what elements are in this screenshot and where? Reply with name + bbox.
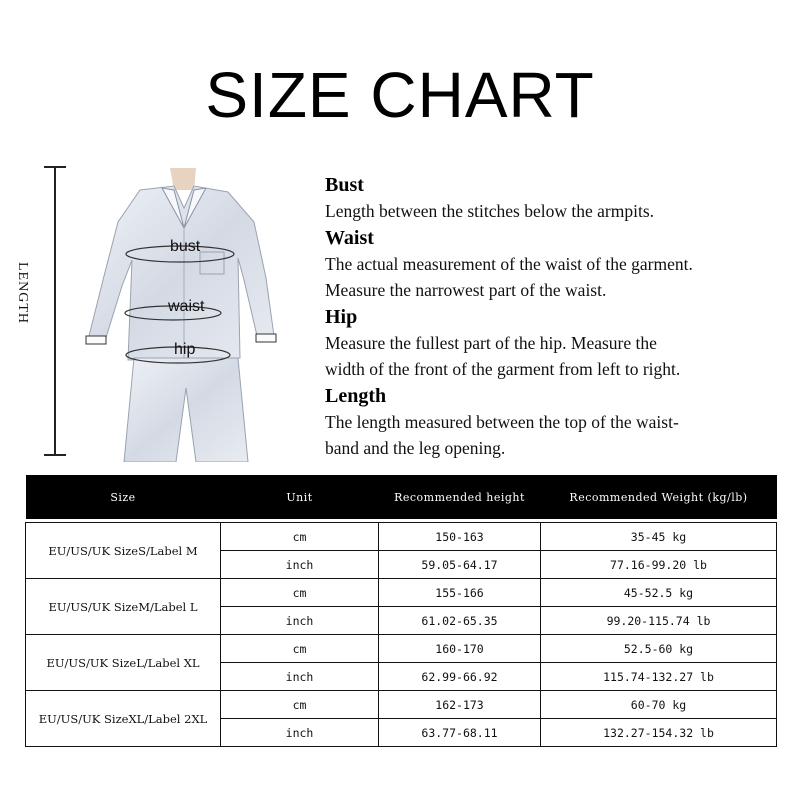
definition-waist — [325, 225, 785, 304]
length-ruler — [54, 167, 56, 455]
unit-cell: inch — [221, 551, 379, 579]
table-header-row — [26, 475, 777, 519]
weight-cell: 77.16-99.20 lb — [541, 551, 777, 579]
measurement-definitions — [325, 172, 785, 462]
header-height: Recommended height — [379, 475, 541, 519]
unit-cell: cm — [221, 691, 379, 719]
hip-label: hip — [174, 341, 196, 358]
height-cell: 150-163 — [379, 523, 541, 551]
waist-label: waist — [168, 298, 205, 315]
height-cell: 61.02-65.35 — [379, 607, 541, 635]
table-row — [26, 691, 777, 719]
size-cell: EU/US/UK SizeM/Label L — [26, 579, 221, 635]
definition-text: Measure the fullest part of the hip. Measure the width of the front of the garment from left to right. — [325, 332, 681, 379]
size-cell: EU/US/UK SizeS/Label M — [26, 523, 221, 579]
header-unit: Unit — [221, 475, 379, 519]
weight-cell: 45-52.5 kg — [541, 579, 777, 607]
size-cell: EU/US/UK SizeL/Label XL — [26, 635, 221, 691]
unit-cell: cm — [221, 635, 379, 663]
unit-cell: inch — [221, 607, 379, 635]
unit-cell: inch — [221, 663, 379, 691]
definition-heading: Hip — [325, 305, 358, 328]
height-cell: 162-173 — [379, 691, 541, 719]
weight-cell: 132.27-154.32 lb — [541, 719, 777, 747]
definition-text: The length measured between the top of the waist- band and the leg opening. — [325, 411, 679, 458]
weight-cell: 52.5-60 kg — [541, 635, 777, 663]
height-cell: 155-166 — [379, 579, 541, 607]
definition-heading: Length — [325, 384, 387, 407]
page-title: SIZE CHART — [205, 59, 595, 131]
weight-cell: 99.20-115.74 lb — [541, 607, 777, 635]
definition-heading: Bust — [325, 174, 364, 196]
table-row — [26, 579, 777, 607]
unit-cell: cm — [221, 579, 379, 607]
unit-cell: cm — [221, 523, 379, 551]
definition-hip — [325, 304, 785, 383]
definition-length — [325, 383, 785, 462]
definition-heading: Waist — [325, 226, 374, 249]
table-row — [26, 635, 777, 663]
definition-bust — [325, 172, 785, 225]
size-table — [25, 475, 777, 747]
weight-cell: 115.74-132.27 lb — [541, 663, 777, 691]
height-cell: 59.05-64.17 — [379, 551, 541, 579]
height-cell: 62.99-66.92 — [379, 663, 541, 691]
table-row — [26, 523, 777, 551]
ruler-label: LENGTH — [15, 262, 30, 324]
size-cell: EU/US/UK SizeXL/Label 2XL — [26, 691, 221, 747]
definition-text: Length between the stitches below the armpits. — [325, 201, 655, 221]
weight-cell: 35-45 kg — [541, 523, 777, 551]
height-cell: 160-170 — [379, 635, 541, 663]
ruler-label-wrap — [15, 262, 50, 324]
size-table-wrap — [25, 475, 776, 747]
definition-text: The actual measurement of the waist of the garment. Measure the narrowest part of the waist. — [325, 253, 693, 300]
unit-cell: inch — [221, 719, 379, 747]
weight-cell: 60-70 kg — [541, 691, 777, 719]
ruler-bottom-cap — [44, 454, 66, 456]
header-weight: Recommended Weight (kg/lb) — [541, 475, 777, 519]
bust-label: bust — [170, 238, 201, 255]
pajama-figure — [78, 168, 283, 462]
height-cell: 63.77-68.11 — [379, 719, 541, 747]
header-size: Size — [26, 475, 221, 519]
